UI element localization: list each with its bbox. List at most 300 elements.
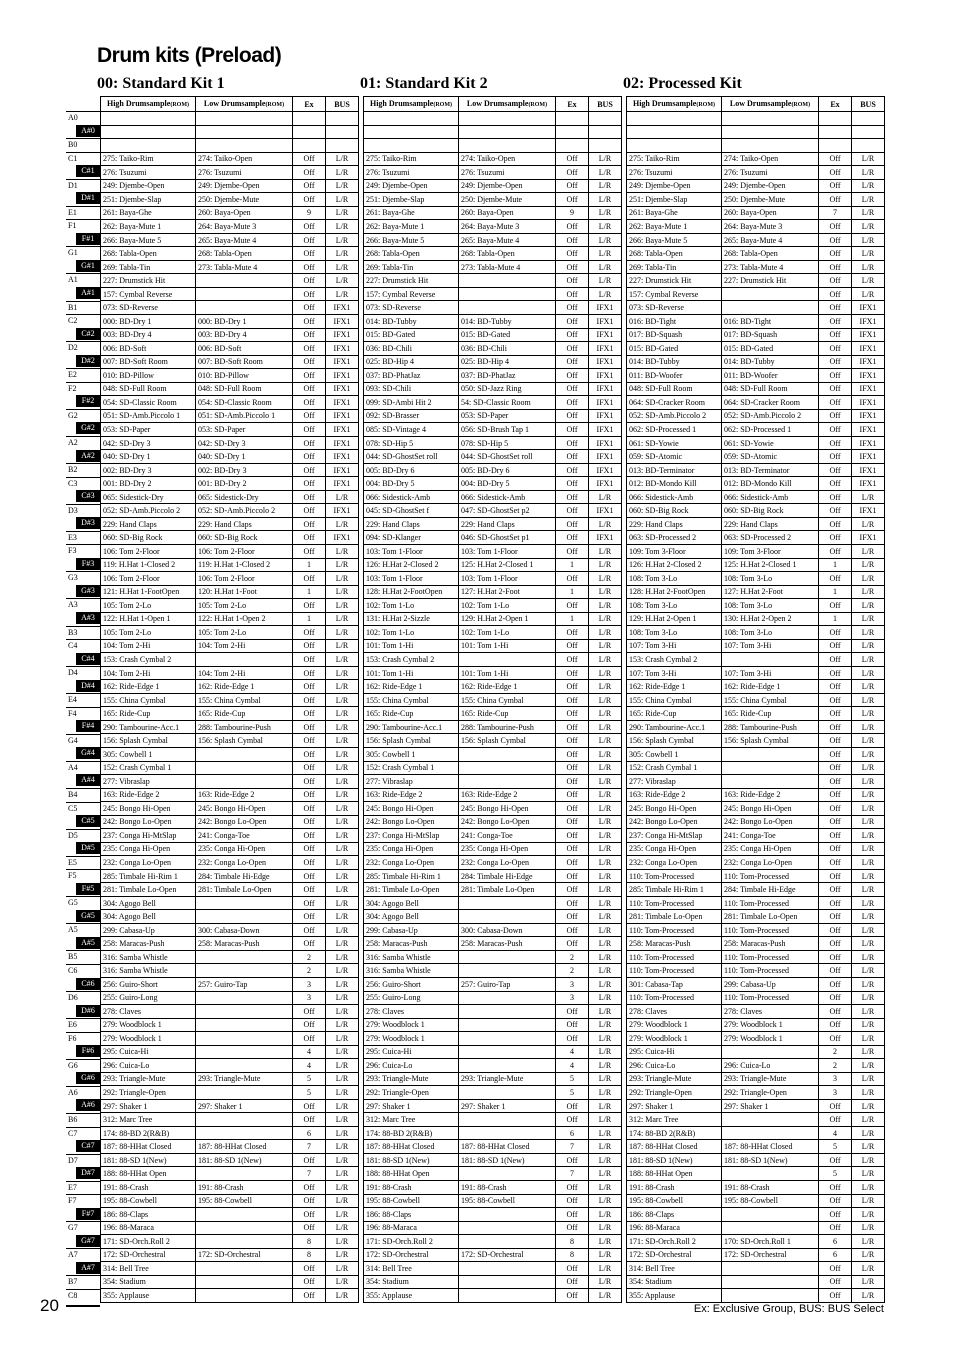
cell-high: 025: BD-Hip 4 (364, 355, 459, 369)
cell-low: 110: Tom-Processed (722, 869, 819, 883)
table-row (364, 220, 622, 234)
cell-low: 268: Tabla-Open (196, 247, 293, 261)
cell-low (722, 1289, 819, 1303)
cell-high: 065: Sidestick-Dry (101, 490, 196, 504)
cell-ex: Off (556, 788, 589, 802)
cell-low: 227: Drumstick Hit (722, 274, 819, 288)
cell-ex: Off (819, 1221, 852, 1235)
cell-ex: Off (819, 423, 852, 437)
cell-bus: L/R (852, 950, 885, 964)
cell-bus: L/R (326, 1086, 359, 1100)
key-label: F#5 (76, 883, 100, 895)
cell-ex: Off (293, 815, 326, 829)
table-row (101, 666, 359, 680)
cell-ex: 3 (293, 978, 326, 992)
cell-low (722, 747, 819, 761)
table-row (364, 152, 622, 166)
cell-high (627, 125, 722, 139)
cell-low: 181: 88-SD 1(New) (196, 1153, 293, 1167)
cell-high: 156: Splash Cymbal (627, 734, 722, 748)
cell-high: 256: Guiro-Short (364, 978, 459, 992)
table-row (627, 166, 885, 180)
cell-low (459, 287, 556, 301)
cell-bus: L/R (326, 910, 359, 924)
cell-low: 101: Tom 1-Hi (459, 666, 556, 680)
table-row (364, 1140, 622, 1154)
table-row (364, 829, 622, 843)
table-row (364, 950, 622, 964)
cell-ex: 1 (556, 558, 589, 572)
page-number-rule (66, 1305, 100, 1307)
cell-low: 013: BD-Terminator (722, 463, 819, 477)
table-row (101, 463, 359, 477)
cell-bus: IFX1 (589, 382, 622, 396)
cell-bus: IFX1 (589, 355, 622, 369)
cell-high: 155: China Cymbal (101, 693, 196, 707)
cell-bus: IFX1 (589, 396, 622, 410)
cell-bus: L/R (852, 761, 885, 775)
cell-high: 227: Drumstick Hit (101, 274, 196, 288)
cell-high: 078: SD-Hip 5 (364, 436, 459, 450)
cell-ex: 5 (819, 1140, 852, 1154)
cell-high: 007: BD-Soft Room (101, 355, 196, 369)
cell-ex: 5 (293, 1072, 326, 1086)
cell-low: 156: Splash Cymbal (459, 734, 556, 748)
cell-low: 048: SD-Full Room (722, 382, 819, 396)
table-row (364, 1126, 622, 1140)
cell-bus: L/R (852, 883, 885, 897)
key-label: G#6 (76, 1072, 100, 1084)
cell-bus (589, 139, 622, 153)
cell-low (196, 1221, 293, 1235)
cell-high: 314: Bell Tree (627, 1262, 722, 1276)
key-label: B4 (66, 788, 100, 801)
cell-bus: L/R (589, 274, 622, 288)
key-label: F#1 (76, 233, 100, 245)
key-label: B0 (66, 138, 100, 151)
key-label: C#4 (76, 653, 100, 665)
cell-bus: L/R (326, 166, 359, 180)
table-row (364, 869, 622, 883)
col-ex-label: Ex (830, 99, 840, 109)
table-row (101, 1018, 359, 1032)
table-row (627, 1275, 885, 1289)
cell-high: 261: Baya-Ghe (627, 206, 722, 220)
cell-ex: Off (819, 328, 852, 342)
cell-low: 061: SD-Yowie (722, 436, 819, 450)
cell-high: 105: Tom 2-Lo (101, 626, 196, 640)
table-row (364, 964, 622, 978)
cell-low: 273: Tabla-Mute 4 (722, 260, 819, 274)
cell-low: 296: Cuica-Lo (722, 1059, 819, 1073)
cell-high: 172: SD-Orchestral (627, 1248, 722, 1262)
cell-bus: L/R (852, 856, 885, 870)
cell-high: 006: BD-Soft (101, 342, 196, 356)
cell-high: 102: Tom 1-Lo (364, 626, 459, 640)
cell-low: 297: Shaker 1 (196, 1099, 293, 1113)
cell-low: 265: Baya-Mute 4 (459, 233, 556, 247)
table-row (627, 1032, 885, 1046)
cell-high: 040: SD-Dry 1 (101, 450, 196, 464)
key-label: F6 (66, 1032, 100, 1045)
cell-bus: L/R (852, 1126, 885, 1140)
table-row (101, 734, 359, 748)
cell-bus: IFX1 (589, 314, 622, 328)
cell-low: 258: Maracas-Push (196, 937, 293, 951)
cell-low: 046: SD-GhostSet p1 (459, 531, 556, 545)
cell-bus: L/R (326, 666, 359, 680)
cell-bus: L/R (326, 220, 359, 234)
key-label: A#4 (76, 774, 100, 786)
cell-high: 059: SD-Atomic (627, 450, 722, 464)
cell-ex: Off (293, 1005, 326, 1019)
table-row (101, 517, 359, 531)
cell-low: 106: Tom 2-Floor (196, 572, 293, 586)
table-row (364, 991, 622, 1005)
table-row (364, 639, 622, 653)
cell-low (196, 775, 293, 789)
cell-bus: L/R (326, 206, 359, 220)
cell-bus: L/R (326, 490, 359, 504)
key-label: C8 (66, 1289, 100, 1302)
cell-low: 014: BD-Tubby (459, 314, 556, 328)
cell-bus: L/R (326, 950, 359, 964)
cell-low: 129: H.Hat 2-Open 1 (459, 612, 556, 626)
cell-bus: L/R (326, 152, 359, 166)
table-row (627, 504, 885, 518)
cell-bus: L/R (852, 1248, 885, 1262)
cell-high: 251: Djembe-Slap (101, 193, 196, 207)
cell-ex: 8 (293, 1248, 326, 1262)
cell-bus: L/R (589, 802, 622, 816)
cell-low: 105: Tom 2-Lo (196, 599, 293, 613)
cell-bus: IFX1 (326, 301, 359, 315)
cell-high: 258: Maracas-Push (627, 937, 722, 951)
table-row (101, 477, 359, 491)
cell-ex: Off (293, 1208, 326, 1222)
cell-high: 153: Crash Cymbal 2 (364, 653, 459, 667)
cell-ex: Off (556, 355, 589, 369)
cell-bus: IFX1 (589, 436, 622, 450)
cell-low (196, 1032, 293, 1046)
cell-bus: L/R (852, 1208, 885, 1222)
cell-high: 061: SD-Yowie (627, 436, 722, 450)
key-label: E7 (66, 1181, 100, 1194)
cell-high: 305: Cowbell 1 (364, 747, 459, 761)
cell-ex: Off (293, 869, 326, 883)
cell-low: 288: Tambourine-Push (722, 720, 819, 734)
cell-high: 014: BD-Tubby (627, 355, 722, 369)
table-row (364, 1018, 622, 1032)
cell-ex: Off (293, 883, 326, 897)
cell-bus: L/R (589, 896, 622, 910)
table-row (627, 342, 885, 356)
cell-high: 232: Conga Lo-Open (364, 856, 459, 870)
table-row (627, 355, 885, 369)
cell-high: 119: H.Hat 1-Closed 2 (101, 558, 196, 572)
cell-ex: Off (819, 1153, 852, 1167)
cell-bus: L/R (589, 558, 622, 572)
cell-low: 120: H.Hat 1-Foot (196, 585, 293, 599)
cell-ex: Off (819, 396, 852, 410)
table-row (101, 1045, 359, 1059)
cell-low: 125: H.Hat 2-Closed 1 (722, 558, 819, 572)
table-row (101, 1248, 359, 1262)
cell-high: 290: Tambourine-Acc.1 (627, 720, 722, 734)
cell-ex: Off (556, 409, 589, 423)
cell-high: 108: Tom 3-Lo (627, 626, 722, 640)
cell-low: 276: Tsuzumi (722, 166, 819, 180)
table-row (627, 734, 885, 748)
cell-low: 245: Bongo Hi-Open (459, 802, 556, 816)
cell-bus: L/R (326, 1262, 359, 1276)
cell-bus: L/R (589, 179, 622, 193)
cell-ex: Off (556, 517, 589, 531)
key-label: A6 (66, 1086, 100, 1099)
cell-low: 163: Ride-Edge 2 (722, 788, 819, 802)
cell-bus: L/R (852, 693, 885, 707)
cell-bus: L/R (326, 964, 359, 978)
table-row (627, 585, 885, 599)
cell-low: 242: Bongo Lo-Open (459, 815, 556, 829)
cell-ex: Off (293, 856, 326, 870)
cell-high: 316: Samba Whistle (364, 964, 459, 978)
cell-ex: 2 (819, 1059, 852, 1073)
cell-ex: Off (293, 179, 326, 193)
table-row (364, 247, 622, 261)
cell-high: 153: Crash Cymbal 2 (627, 653, 722, 667)
cell-bus: L/R (326, 869, 359, 883)
cell-bus: L/R (589, 1262, 622, 1276)
cell-bus: L/R (589, 1248, 622, 1262)
cell-ex: Off (293, 463, 326, 477)
cell-bus: L/R (589, 585, 622, 599)
table-row (627, 1072, 885, 1086)
cell-high: 249: Djembe-Open (364, 179, 459, 193)
rom-tag: (ROM) (696, 101, 715, 108)
table-row (627, 1180, 885, 1194)
cell-ex: Off (293, 220, 326, 234)
cell-bus: L/R (589, 1032, 622, 1046)
cell-high: 048: SD-Full Room (627, 382, 722, 396)
cell-ex: Off (819, 463, 852, 477)
cell-bus: L/R (852, 287, 885, 301)
cell-high: 262: Baya-Mute 1 (364, 220, 459, 234)
cell-ex: Off (819, 978, 852, 992)
cell-high: 110: Tom-Processed (627, 896, 722, 910)
cell-low (196, 274, 293, 288)
table-row (364, 125, 622, 139)
cell-ex: Off (556, 775, 589, 789)
cell-low: 195: 88-Cowbell (459, 1194, 556, 1208)
cell-bus: IFX1 (326, 436, 359, 450)
cell-ex: 3 (556, 978, 589, 992)
cell-bus: IFX1 (852, 531, 885, 545)
table-row (627, 720, 885, 734)
cell-ex: Off (293, 301, 326, 315)
cell-bus: L/R (852, 815, 885, 829)
cell-high: 235: Conga Hi-Open (101, 842, 196, 856)
cell-bus: L/R (326, 193, 359, 207)
key-label: A#7 (76, 1262, 100, 1274)
table-row (364, 1289, 622, 1303)
cell-bus: L/R (326, 247, 359, 261)
table-row (101, 247, 359, 261)
cell-ex: 6 (293, 1126, 326, 1140)
cell-high: 279: Woodblock 1 (101, 1018, 196, 1032)
cell-ex: Off (819, 369, 852, 383)
cell-ex: Off (293, 1221, 326, 1235)
table-row (627, 937, 885, 951)
cell-bus: L/R (589, 152, 622, 166)
cell-low (459, 1208, 556, 1222)
table-row (627, 775, 885, 789)
cell-bus: L/R (589, 1221, 622, 1235)
cell-ex: Off (819, 287, 852, 301)
key-label: D#1 (76, 192, 100, 204)
cell-ex: Off (293, 517, 326, 531)
table-row (101, 612, 359, 626)
table-row (627, 950, 885, 964)
cell-high: 295: Cuica-Hi (627, 1045, 722, 1059)
key-label: C#1 (76, 165, 100, 177)
cell-low (196, 1235, 293, 1249)
cell-high: 000: BD-Dry 1 (101, 314, 196, 328)
table-row (101, 747, 359, 761)
cell-high: 016: BD-Tight (627, 314, 722, 328)
cell-ex: 2 (293, 964, 326, 978)
cell-low: 257: Guiro-Tap (459, 978, 556, 992)
cell-low: 130: H.Hat 2-Open 2 (722, 612, 819, 626)
table-row (627, 1194, 885, 1208)
table-row (101, 233, 359, 247)
cell-bus: L/R (589, 260, 622, 274)
cell-high: 128: H.Hat 2-FootOpen (627, 585, 722, 599)
cell-high: 251: Djembe-Slap (364, 193, 459, 207)
page-title: Drum kits (Preload) (97, 44, 282, 67)
table-row (364, 1221, 622, 1235)
cell-bus: L/R (589, 747, 622, 761)
cell-high: 296: Cuica-Lo (364, 1059, 459, 1073)
cell-bus: L/R (326, 612, 359, 626)
cell-low (196, 1018, 293, 1032)
cell-bus: L/R (852, 1140, 885, 1154)
cell-high: 232: Conga Lo-Open (101, 856, 196, 870)
cell-bus: L/R (326, 923, 359, 937)
cell-low: 110: Tom-Processed (722, 991, 819, 1005)
cell-ex: Off (819, 734, 852, 748)
cell-low: 125: H.Hat 2-Closed 1 (459, 558, 556, 572)
key-label: E5 (66, 856, 100, 869)
cell-bus: L/R (589, 707, 622, 721)
cell-low (459, 1086, 556, 1100)
cell-low: 279: Woodblock 1 (722, 1018, 819, 1032)
cell-high: 355: Applause (627, 1289, 722, 1303)
cell-low: 250: Djembe-Mute (722, 193, 819, 207)
table-row (364, 1153, 622, 1167)
cell-ex: Off (556, 450, 589, 464)
cell-bus: L/R (326, 1018, 359, 1032)
cell-high: 275: Taiko-Rim (101, 152, 196, 166)
cell-high: 102: Tom 1-Lo (364, 599, 459, 613)
table-row (627, 680, 885, 694)
cell-ex: Off (293, 369, 326, 383)
table-row (364, 1099, 622, 1113)
cell-low: 229: Hand Claps (459, 517, 556, 531)
key-label: F2 (66, 382, 100, 395)
cell-low: 274: Taiko-Open (459, 152, 556, 166)
cell-low: 293: Triangle-Mute (459, 1072, 556, 1086)
cell-low: 025: BD-Hip 4 (459, 355, 556, 369)
cell-bus: IFX1 (589, 463, 622, 477)
cell-ex: Off (293, 436, 326, 450)
key-label: C#2 (76, 328, 100, 340)
cell-low (196, 1275, 293, 1289)
cell-ex: 4 (556, 1059, 589, 1073)
cell-high: 235: Conga Hi-Open (627, 842, 722, 856)
cell-high: 004: BD-Dry 5 (364, 477, 459, 491)
cell-bus: L/R (852, 1059, 885, 1073)
cell-high: 060: SD-Big Rock (627, 504, 722, 518)
cell-high: 157: Cymbal Reverse (627, 287, 722, 301)
cell-bus: L/R (326, 1059, 359, 1073)
cell-low: 064: SD-Cracker Room (722, 396, 819, 410)
cell-bus: L/R (589, 1005, 622, 1019)
table-row (627, 856, 885, 870)
key-label: A3 (66, 598, 100, 611)
cell-low: 000: BD-Dry 1 (196, 314, 293, 328)
key-label: E4 (66, 693, 100, 706)
cell-ex (293, 112, 326, 126)
table-row (364, 1262, 622, 1276)
table-row (364, 775, 622, 789)
cell-ex: Off (293, 477, 326, 491)
cell-ex: Off (293, 1113, 326, 1127)
cell-bus: L/R (589, 666, 622, 680)
cell-low: 163: Ride-Edge 2 (196, 788, 293, 802)
cell-bus: L/R (326, 517, 359, 531)
table-row (101, 558, 359, 572)
cell-ex: Off (556, 626, 589, 640)
table-row (627, 599, 885, 613)
cell-ex: Off (556, 639, 589, 653)
cell-bus: L/R (326, 572, 359, 586)
key-label: F#7 (76, 1208, 100, 1220)
cell-ex: Off (556, 490, 589, 504)
table-row (364, 802, 622, 816)
cell-bus: L/R (852, 707, 885, 721)
cell-high: 054: SD-Classic Room (101, 396, 196, 410)
key-label: D1 (66, 179, 100, 192)
table-row (101, 1005, 359, 1019)
table-row (627, 761, 885, 775)
cell-low (196, 1289, 293, 1303)
cell-low: 165: Ride-Cup (722, 707, 819, 721)
key-label: A7 (66, 1248, 100, 1261)
table-row (101, 193, 359, 207)
cell-bus: IFX1 (326, 423, 359, 437)
cell-ex: Off (556, 869, 589, 883)
cell-ex: Off (819, 1208, 852, 1222)
col-high-drumsample-label: High Drumsample (106, 98, 171, 108)
cell-low: 036: BD-Chili (459, 342, 556, 356)
cell-ex: Off (293, 342, 326, 356)
key-label: C6 (66, 964, 100, 977)
key-label: D2 (66, 341, 100, 354)
cell-ex: Off (293, 1289, 326, 1303)
cell-ex: Off (293, 1032, 326, 1046)
cell-low (196, 139, 293, 153)
